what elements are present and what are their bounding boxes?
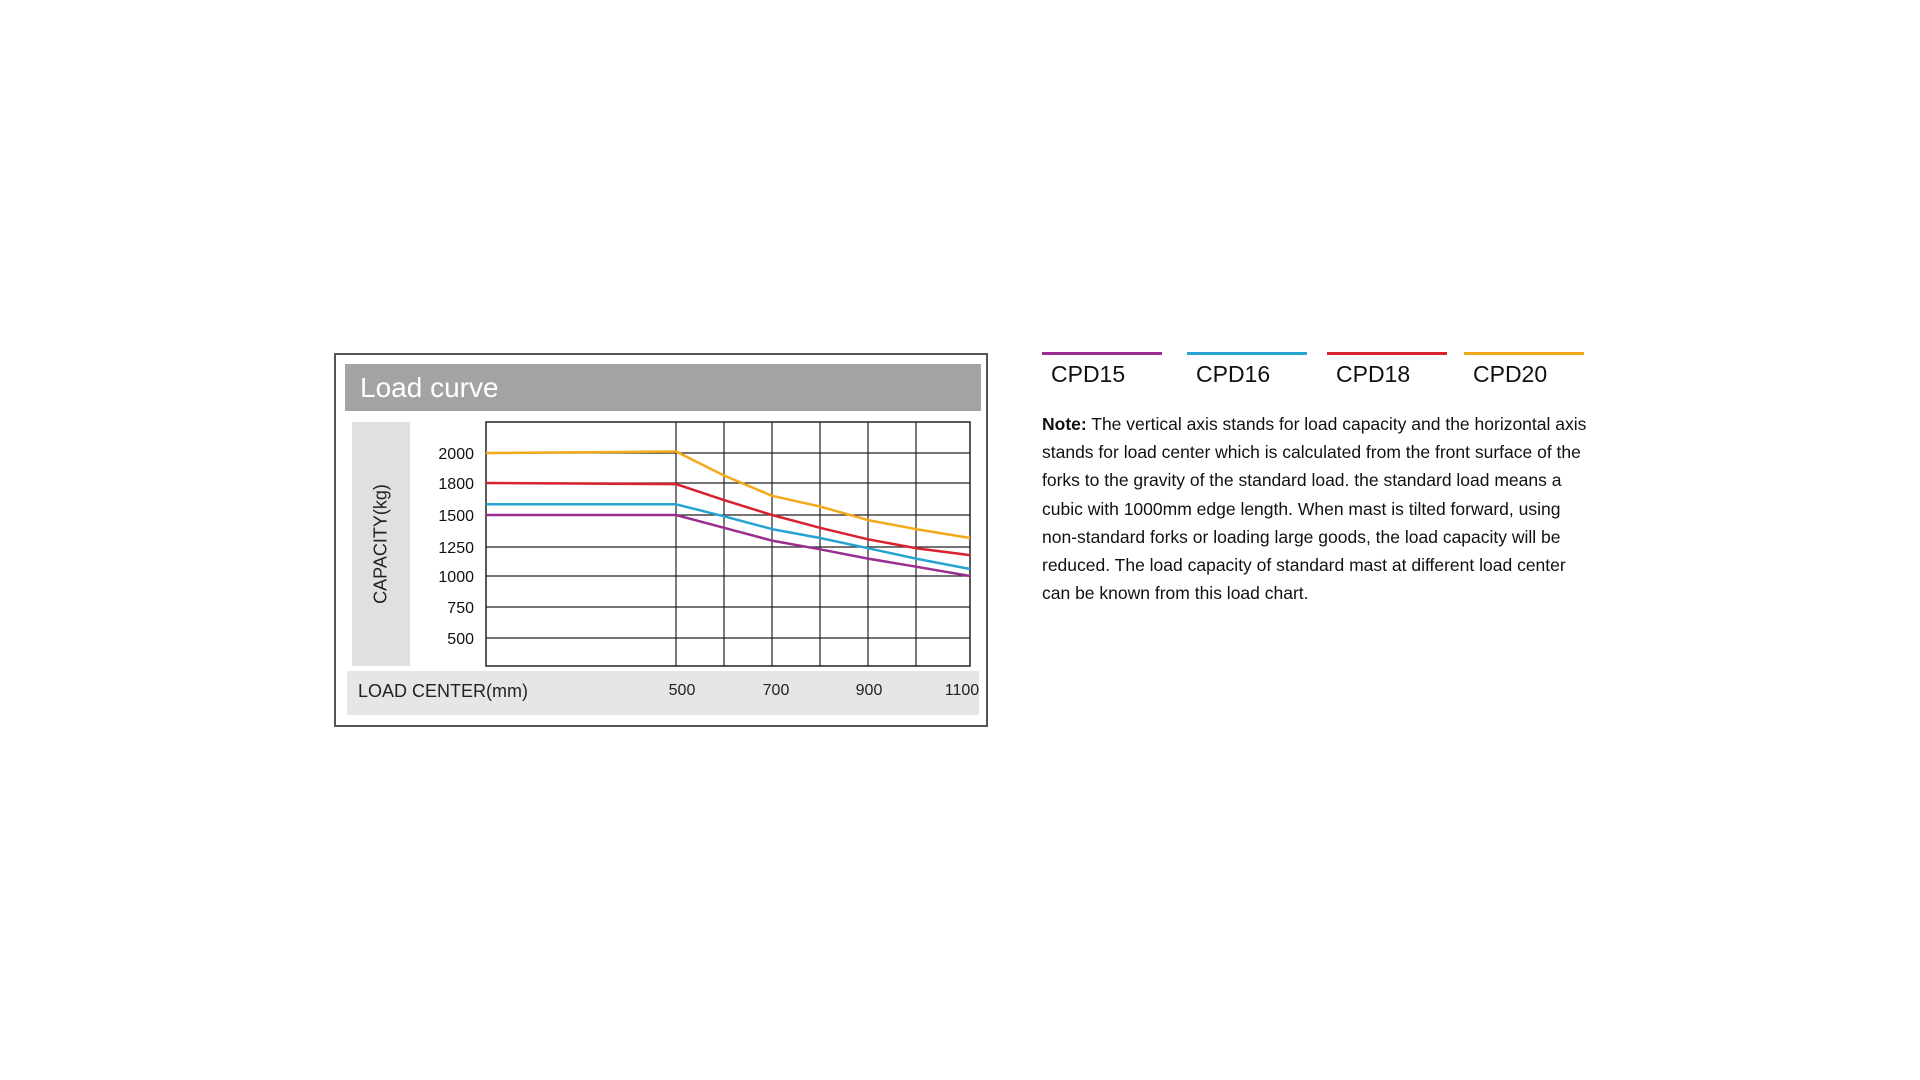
y-tick-label: 1800 bbox=[438, 476, 474, 493]
x-tick-label: 700 bbox=[762, 682, 790, 699]
y-tick-label: 1500 bbox=[438, 508, 474, 525]
x-tick-label: 500 bbox=[668, 682, 696, 699]
y-axis-label: CAPACITY(kg) bbox=[370, 484, 391, 604]
legend-item-cpd18 bbox=[1327, 352, 1447, 388]
legend-label: CPD15 bbox=[1051, 361, 1126, 387]
legend-swatch bbox=[1327, 352, 1447, 355]
chart-title: Load curve bbox=[345, 364, 981, 411]
x-tick-label: 900 bbox=[855, 682, 883, 699]
x-tick-label: 1100 bbox=[944, 682, 980, 699]
x-axis-label: LOAD CENTER(mm) bbox=[358, 681, 528, 701]
legend-label: CPD20 bbox=[1473, 361, 1548, 387]
y-tick-label: 2000 bbox=[438, 446, 474, 463]
y-tick-label: 750 bbox=[447, 600, 474, 617]
note-text: The vertical axis stands for load capacity and the horizontal axis stands for load center which is calculated from the front surface of the forks to the gravity of the standard load. the standard load means a cubic with 1000mm edge length. When mast is tilted forward, using non-standard forks or loading large goods, the load capacity will be reduced. The load capacity of standard mast at different load center can be known from this load chart. bbox=[1042, 414, 1587, 604]
note-paragraph bbox=[1042, 410, 1587, 607]
legend-swatch bbox=[1464, 352, 1584, 355]
series-line-cpd18 bbox=[486, 483, 970, 555]
legend-item-cpd20 bbox=[1464, 352, 1584, 388]
series-line-cpd20 bbox=[486, 452, 970, 539]
y-tick-label: 1250 bbox=[438, 540, 474, 557]
load-curve-chart bbox=[336, 355, 986, 725]
legend-item-cpd15 bbox=[1042, 352, 1162, 388]
legend-label: CPD16 bbox=[1196, 361, 1271, 387]
y-tick-label: 500 bbox=[447, 631, 474, 648]
legend-swatch bbox=[1187, 352, 1307, 355]
legend bbox=[1042, 352, 1582, 392]
legend-swatch bbox=[1042, 352, 1162, 355]
legend-label: CPD18 bbox=[1336, 361, 1411, 387]
note-label: Note: bbox=[1042, 414, 1087, 434]
legend-item-cpd16 bbox=[1187, 352, 1307, 388]
y-tick-label: 1000 bbox=[438, 569, 474, 586]
load-curve-panel bbox=[334, 353, 988, 727]
